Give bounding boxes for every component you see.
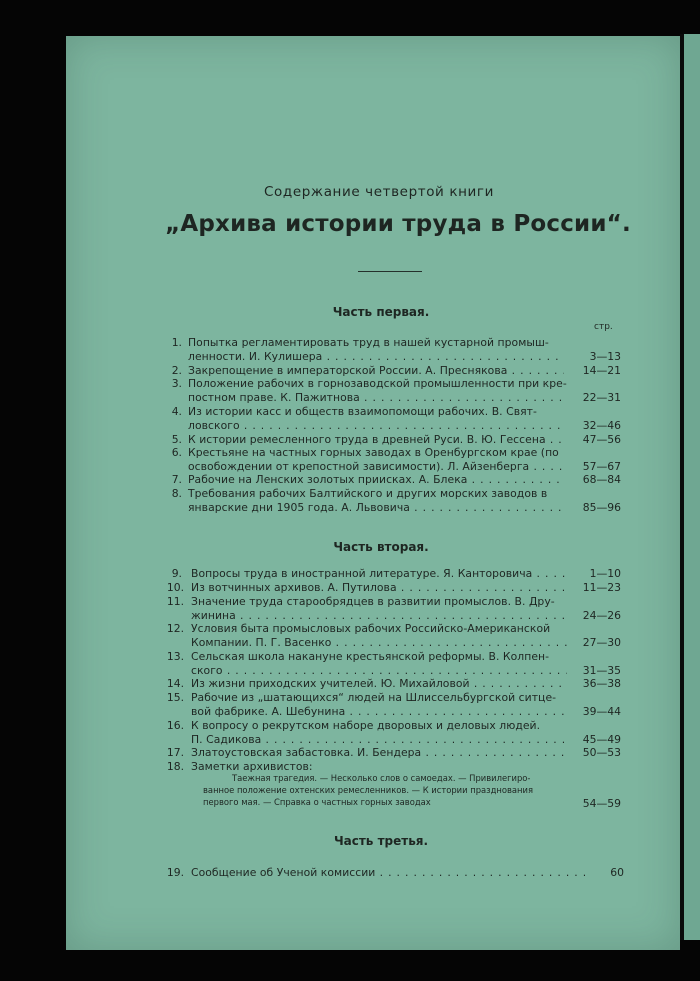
entry-number: 7. <box>171 473 182 486</box>
entry-pages: 14—21 <box>582 364 621 377</box>
entry-pages: 32—46 <box>582 419 621 432</box>
entry-title-line <box>188 336 549 349</box>
entry-number: 1. <box>171 336 182 349</box>
entry-number: 4. <box>171 405 182 418</box>
entry-number: 3. <box>171 377 182 390</box>
entry-title-text: К истории ремесленного труда в древней Руси. В. Ю. Гессена <box>188 433 546 446</box>
entry-title-line <box>188 433 564 446</box>
entry-title-text: Из истории касс и обществ взаимопомощи рабочих. В. Свят- <box>188 405 537 418</box>
entry-number: 13. <box>166 650 184 663</box>
entry-title-text: ловского <box>188 419 240 432</box>
entry-pages: 36—38 <box>582 677 621 690</box>
entry-title-text: Из вотчинных архивов. А. Путилова <box>191 581 397 594</box>
entry-title-text: Из жизни приходских учителей. Ю. Михайловой <box>191 677 470 690</box>
entry-title-line <box>188 460 564 473</box>
entry-title-line <box>191 733 567 746</box>
entry-title-text: К вопросу о рекрутском наборе дворовых и деловых людей. <box>191 719 541 732</box>
entry-number: 9. <box>171 567 182 580</box>
entry-title-text: освобождении от крепостной зависимости). Л. Айзенберга <box>188 460 530 473</box>
entry-title-text: ского <box>191 664 223 677</box>
entry-pages: 50—53 <box>582 746 621 759</box>
entry-title-text: Компании. П. Г. Васенко <box>191 636 332 649</box>
entry-number: 19. <box>166 866 184 879</box>
entry-pages: 1—10 <box>589 567 621 580</box>
entry-pages: 22—31 <box>582 391 621 404</box>
entry-title-line <box>191 567 567 580</box>
entry-title-line <box>191 622 550 635</box>
entry-title-text: Сельская школа накануне крестьянской реформы. В. Колпен- <box>191 650 550 663</box>
entry-pages: 57—67 <box>582 460 621 473</box>
entry-title-line <box>188 377 567 390</box>
entry-pages: 54—59 <box>582 797 621 810</box>
entry-title-text: Условия быта промысловых рабочих Российско-Американской <box>191 622 551 635</box>
entry-title-line <box>191 650 549 663</box>
entry-title-line <box>191 719 540 732</box>
entry-title-text: Требования рабочих Балтийского и других морских заводов в <box>188 487 548 500</box>
entry-number: 12. <box>166 622 184 635</box>
entry-pages: 85—96 <box>582 501 621 514</box>
entry-title-text: Сообщение об Ученой комиссии <box>191 866 376 879</box>
entry-title-text: Закрепощение в императорской России. А. Преснякова <box>188 364 508 377</box>
entry-title-line <box>191 760 313 773</box>
entry-title-line <box>188 501 564 514</box>
entry-title-line <box>188 391 564 404</box>
part-one-title: Часть первая. <box>332 305 430 319</box>
entry-title-text: постном праве. К. Пажитнова <box>188 391 360 404</box>
page-column-label: стр. <box>594 322 613 332</box>
entry-title-line <box>191 705 567 718</box>
entry-title-line <box>191 866 591 879</box>
entry-number: 6. <box>171 446 182 459</box>
entry-title-text: Рабочие на Ленских золотых приисках. А. Блека <box>188 473 468 486</box>
entry-title-text: жинина <box>191 609 236 622</box>
entry-pages: 47—56 <box>582 433 621 446</box>
entry-title-line <box>191 595 555 608</box>
entry-pages: 27—30 <box>582 636 621 649</box>
entry-number: 5. <box>171 433 182 446</box>
entry-pages: 11—23 <box>582 581 621 594</box>
entry-title-line <box>191 664 567 677</box>
entry-pages: 39—44 <box>582 705 621 718</box>
entry-pages: 3—13 <box>589 350 621 363</box>
entry-title-text: ленности. И. Кулишера <box>188 350 323 363</box>
next-page-edge <box>684 34 700 940</box>
entry-pages: 68—84 <box>582 473 621 486</box>
entry-title-line <box>188 419 564 432</box>
entry-number: 10. <box>166 581 184 594</box>
entry-title-line <box>191 581 567 594</box>
notes-subline: ванное положение охтенских ремесленников. — К истории празднования <box>203 785 534 795</box>
entry-title-line <box>188 364 564 377</box>
entry-title-text: январские дни 1905 года. А. Львовича <box>188 501 410 514</box>
entry-title-line <box>191 691 556 704</box>
entry-number: 17. <box>166 746 184 759</box>
title-rule <box>358 271 422 272</box>
entry-title-text: Положение рабочих в горнозаводской промышленности при кре- <box>188 377 567 390</box>
entry-pages: 60 <box>610 866 624 879</box>
entry-title-text: вой фабрике. А. Шебунина <box>191 705 346 718</box>
entry-pages: 31—35 <box>582 664 621 677</box>
entry-number: 11. <box>166 595 184 608</box>
entry-title-text: Златоустовская забастовка. И. Бендера <box>191 746 422 759</box>
entry-number: 2. <box>171 364 182 377</box>
contents-heading: Содержание четвертой книги <box>264 184 494 200</box>
entry-title-text: Заметки архивистов: <box>191 760 313 773</box>
entry-title-line <box>191 677 567 690</box>
entry-title-text: П. Садикова <box>191 733 262 746</box>
notes-subline: первого мая. — Справка о частных горных заводах <box>203 797 431 807</box>
entry-title-line <box>191 636 567 649</box>
entry-number: 14. <box>166 677 184 690</box>
entry-title-text: Попытка регламентировать труд в нашей кустарной промыш- <box>188 336 549 349</box>
notes-subline: Таежная трагедия. — Несколько слов о самоедах. — Привилегиро- <box>232 773 531 783</box>
entry-pages: 24—26 <box>582 609 621 622</box>
entry-title-text: Крестьяне на частных горных заводах в Оренбургском крае (по <box>188 446 559 459</box>
entry-number: 8. <box>171 487 182 500</box>
entry-title-line <box>188 405 537 418</box>
part-three-title: Часть третья. <box>333 834 429 848</box>
entry-title-line <box>188 487 547 500</box>
entry-title-line <box>191 746 567 759</box>
entry-number: 16. <box>166 719 184 732</box>
entry-title-line <box>188 350 564 363</box>
entry-number: 18. <box>166 760 184 773</box>
entry-number: 15. <box>166 691 184 704</box>
part-two-title: Часть вторая. <box>333 540 429 554</box>
entry-title-text: Рабочие из „шатающихся“ людей на Шлиссельбургской ситце- <box>191 691 557 704</box>
entry-title-text: Значение труда старообрядцев в развитии промыслов. В. Дру- <box>191 595 555 608</box>
entry-title-line <box>188 446 559 459</box>
entry-title-line <box>191 609 567 622</box>
journal-title: „Архива истории труда в России“. <box>165 211 631 237</box>
entry-title-text: Вопросы труда в иностранной литературе. Я. Канторовича <box>191 567 533 580</box>
entry-pages: 45—49 <box>582 733 621 746</box>
entry-title-line <box>188 473 564 486</box>
